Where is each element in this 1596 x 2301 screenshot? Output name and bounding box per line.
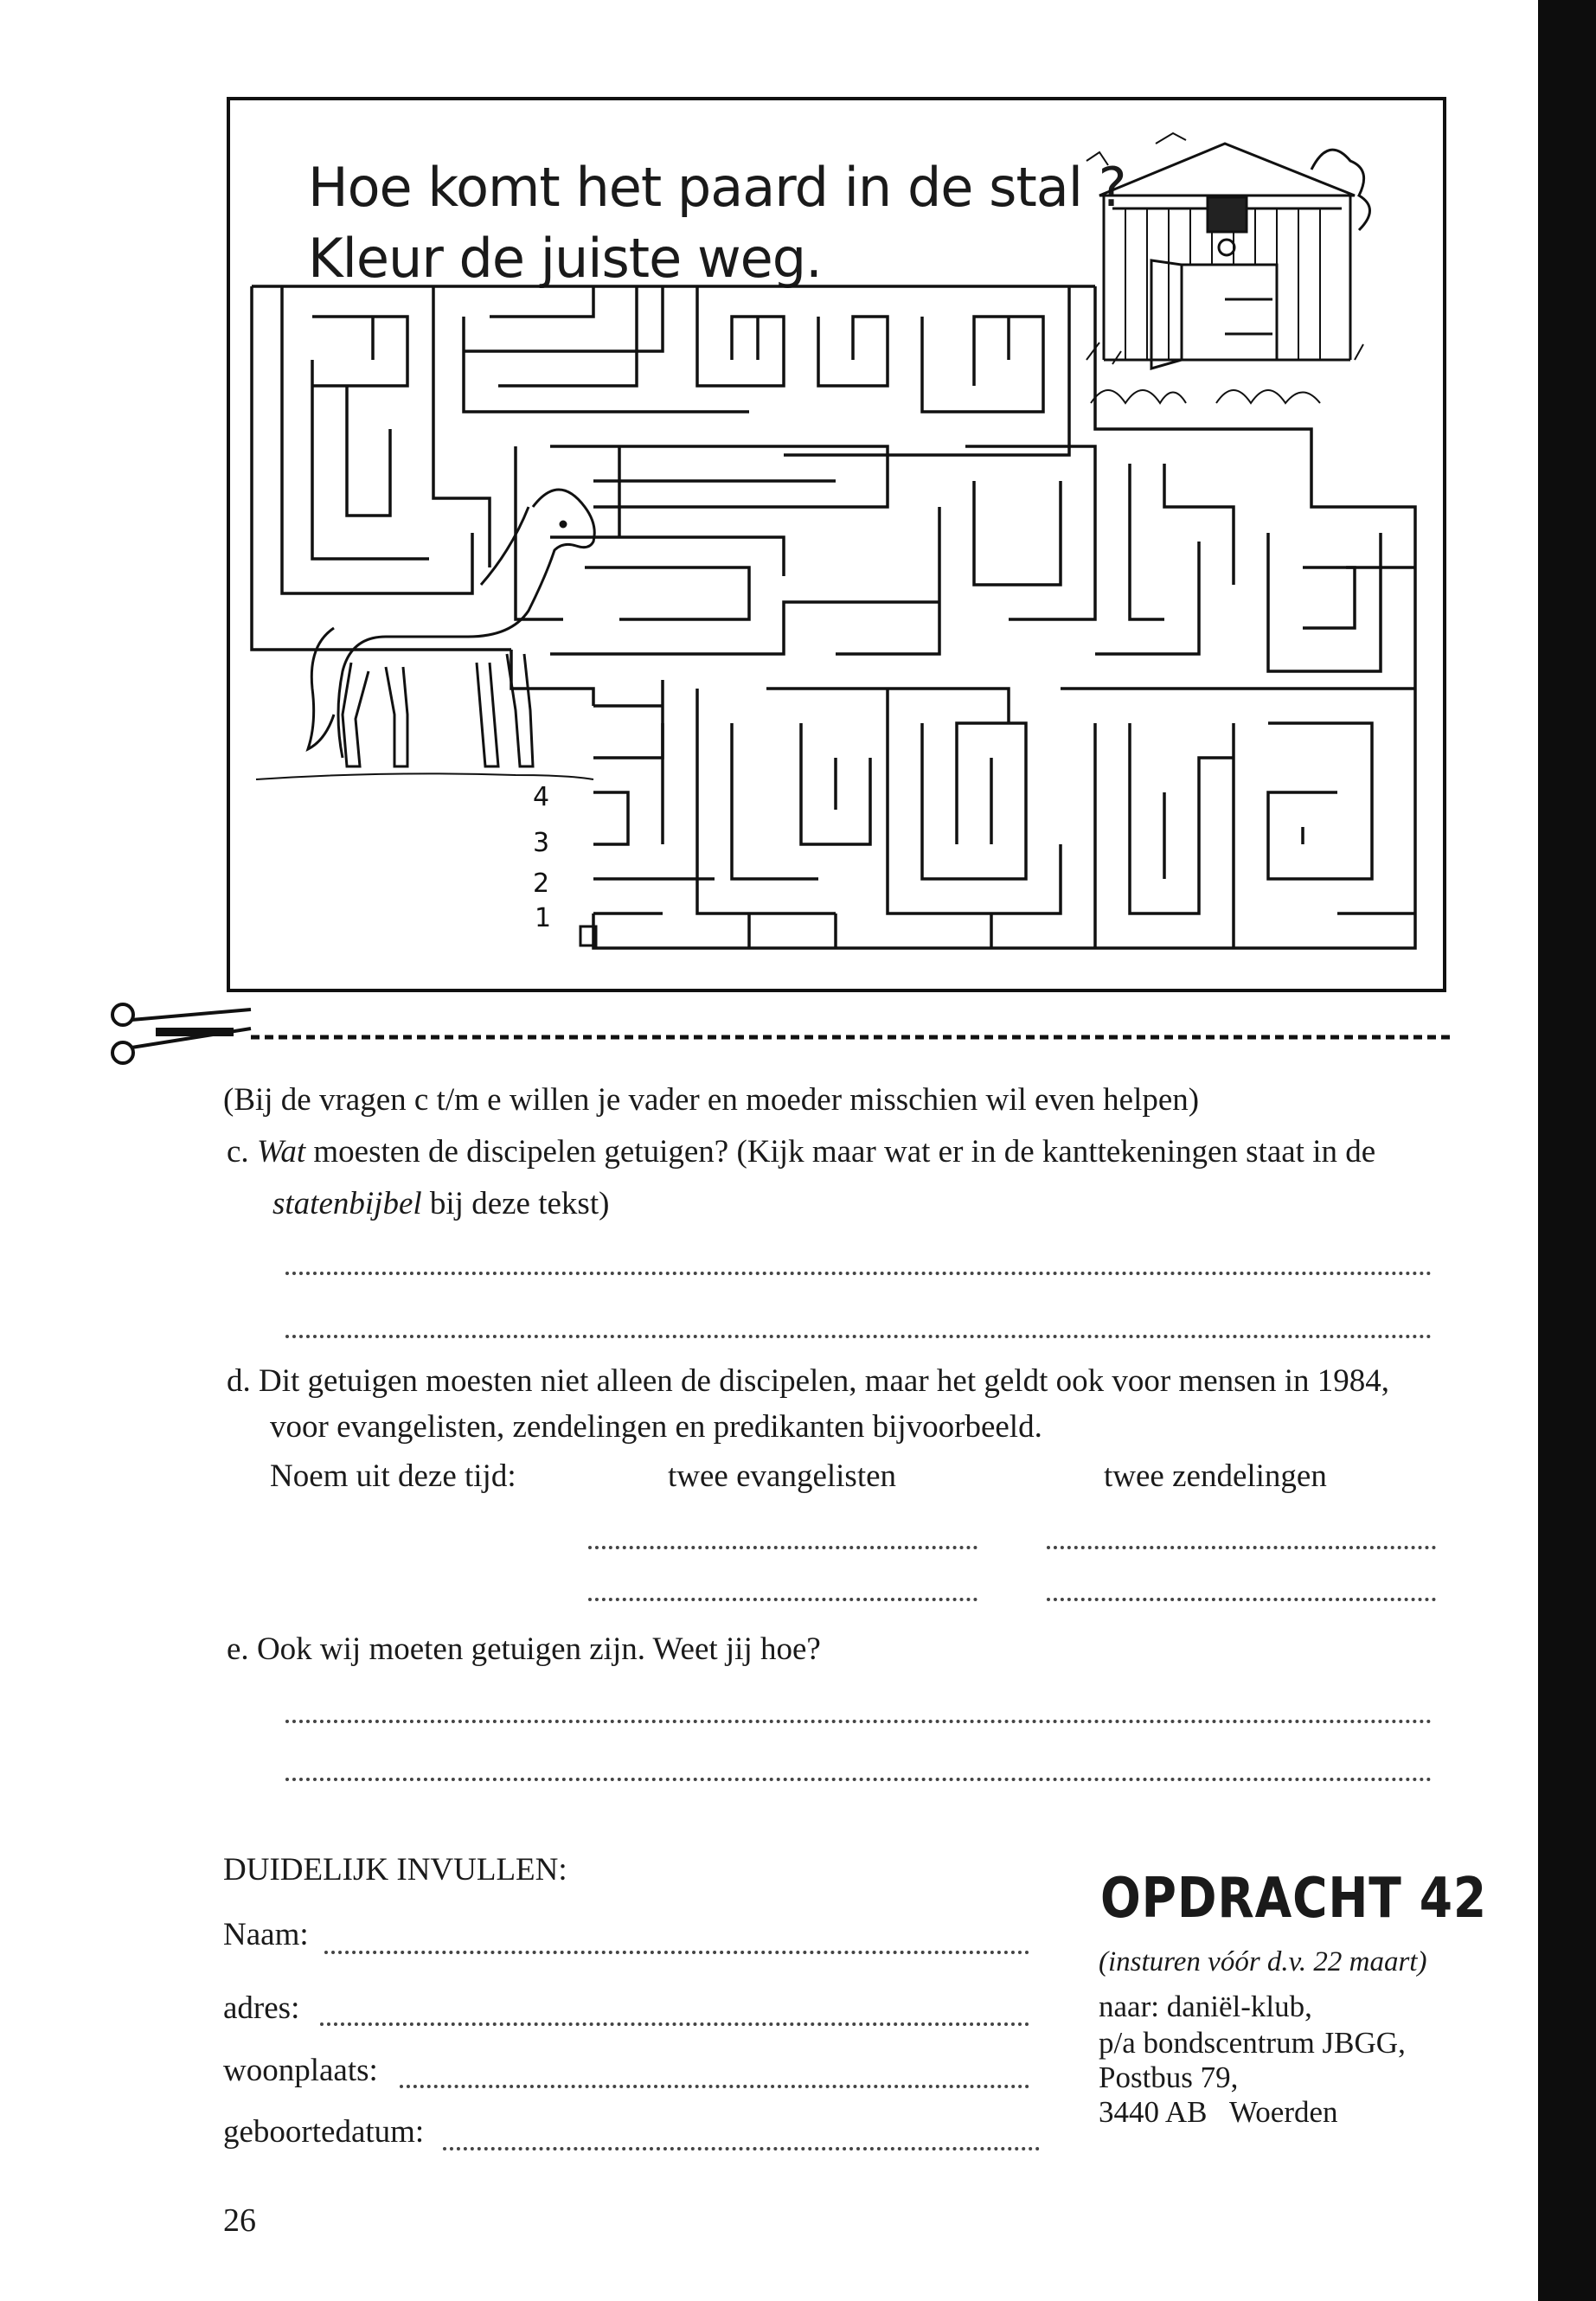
- intro-text: (Bij de vragen c t/m e willen je vader en moeder misschien wil even helpen): [223, 1082, 1200, 1118]
- maze-walls: [252, 286, 1415, 948]
- address-line-3: Postbus 79,: [1099, 2061, 1239, 2094]
- question-e-text: Ook wij moeten getuigen zijn. Weet jij hoe?: [256, 1631, 821, 1667]
- form-label-adres: adres:: [223, 1990, 300, 2026]
- question-d-text: Dit getuigen moesten niet alleen de discipelen, maar het geldt ook voor mensen in 1984,: [259, 1363, 1389, 1399]
- column-missionaries: twee zendelingen: [1104, 1458, 1327, 1494]
- entrance-number-3: 3: [533, 828, 550, 858]
- assignment-title: OPDRACHT 42: [1100, 1867, 1488, 1931]
- question-c-text-2: bij deze tekst): [429, 1186, 610, 1221]
- question-c-italic-bible: statenbijbel: [272, 1186, 422, 1221]
- maze-drawing: [230, 100, 1443, 989]
- question-d-line1: [227, 1362, 1389, 1400]
- answer-evangelist-1[interactable]: [588, 1546, 977, 1549]
- stable-drawing: [1086, 133, 1370, 403]
- maze-puzzle-frame: [227, 97, 1446, 992]
- form-label-naam: Naam:: [223, 1917, 309, 1952]
- puzzle-title-line1: Hoe komt het paard in de stal ?: [308, 156, 1126, 219]
- question-d-line3: Noem uit deze tijd:: [270, 1458, 516, 1494]
- answer-evangelist-2[interactable]: [588, 1598, 977, 1601]
- page-edge-shadow: [1538, 0, 1596, 2301]
- answer-line-e2[interactable]: [285, 1778, 1432, 1781]
- form-field-geboortedatum[interactable]: [443, 2147, 1040, 2150]
- question-d-letter: d.: [227, 1363, 251, 1399]
- question-c-italic-word: Wat: [256, 1134, 306, 1170]
- form-field-adres[interactable]: [320, 2022, 1029, 2026]
- page-number: 26: [223, 2202, 256, 2239]
- answer-line-c1[interactable]: [285, 1272, 1432, 1275]
- assignment-deadline: (insturen vóór d.v. 22 maart): [1099, 1946, 1427, 1977]
- address-line-1: naar: daniël-klub,: [1099, 1990, 1312, 2023]
- question-e-letter: e.: [227, 1631, 249, 1667]
- answer-line-e1[interactable]: [285, 1720, 1432, 1723]
- form-label-woonplaats: woonplaats:: [223, 2053, 378, 2088]
- question-d-line2: voor evangelisten, zendelingen en predikanten bijvoorbeeld.: [270, 1409, 1042, 1445]
- form-label-geboortedatum: geboortedatum:: [223, 2114, 425, 2150]
- question-c-letter: c.: [227, 1134, 249, 1170]
- entrance-number-2: 2: [533, 868, 550, 899]
- answer-missionary-1[interactable]: [1047, 1546, 1436, 1549]
- question-c-line2: [272, 1185, 609, 1222]
- scissors-icon: [112, 1004, 251, 1063]
- form-field-naam[interactable]: [324, 1951, 1029, 1954]
- puzzle-title-line2: Kleur de juiste weg.: [308, 227, 822, 290]
- entrance-number-1: 1: [535, 903, 552, 933]
- question-e-line: [227, 1631, 821, 1668]
- question-c-text: moesten de discipelen getuigen? (Kijk maar wat er in de kanttekeningen staat in de: [313, 1134, 1376, 1170]
- horse-drawing: [256, 490, 594, 779]
- address-line-2: p/a bondscentrum JBGG,: [1099, 2026, 1406, 2060]
- column-evangelists: twee evangelisten: [668, 1458, 897, 1494]
- form-field-woonplaats[interactable]: [400, 2085, 1029, 2088]
- answer-missionary-2[interactable]: [1047, 1598, 1436, 1601]
- entrance-number-4: 4: [533, 782, 550, 812]
- answer-line-c2[interactable]: [285, 1335, 1432, 1338]
- cut-line: [104, 999, 1471, 1068]
- address-line-4: 3440 AB Woerden: [1099, 2095, 1338, 2129]
- question-c-line1: [227, 1133, 1375, 1170]
- form-heading: DUIDELIJK INVULLEN:: [223, 1852, 567, 1888]
